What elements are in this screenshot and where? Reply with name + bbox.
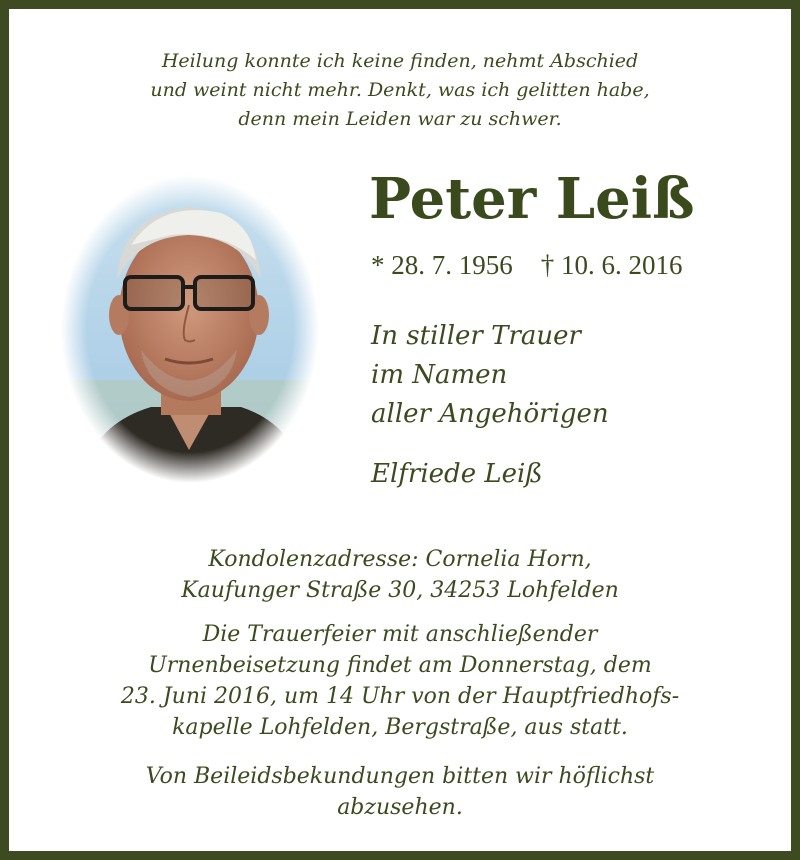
verse-line: und weint nicht mehr. Denkt, was ich gelitten habe, — [150, 79, 650, 101]
mourning-line: aller Angehörigen — [371, 399, 609, 429]
death-date: † 10. 6. 2016 — [540, 250, 683, 280]
ceremony-line: Die Trauerfeier mit anschließender — [202, 622, 598, 647]
ceremony-line: 23. Juni 2016, um 14 Uhr von der Hauptfriedhofs- — [120, 684, 680, 709]
condolence-line: Kaufunger Straße 30, 34253 Lohfelden — [181, 578, 619, 603]
signer-name: Elfriede Leiß — [371, 459, 543, 489]
mourning-line: im Namen — [371, 360, 508, 390]
birth-date: * 28. 7. 1956 — [371, 250, 513, 280]
mourning-line: In stiller Trauer — [371, 321, 581, 351]
condolence-address — [9, 544, 791, 606]
life-dates — [371, 249, 683, 281]
request-line: abzusehen. — [337, 795, 463, 820]
request-line: Von Beileidsbekundungen bitten wir höflichst — [145, 764, 655, 789]
mourning-statement — [371, 317, 609, 434]
condolence-line: Kondolenzadresse: Cornelia Horn, — [208, 547, 592, 572]
ceremony-line: Urnenbeisetzung findet am Donnerstag, dem — [148, 653, 652, 678]
verse-line: denn mein Leiden war zu schwer. — [238, 108, 562, 130]
ceremony-notice — [9, 619, 791, 743]
condolence-request — [9, 761, 791, 823]
portrait-photo — [61, 175, 319, 483]
ceremony-line: kapelle Lohfelden, Bergstraße, aus statt. — [172, 715, 628, 740]
memorial-verse — [9, 47, 791, 134]
verse-line: Heilung konnte ich keine finden, nehmt Abschied — [161, 50, 639, 72]
deceased-name: Peter Leiß — [369, 166, 695, 232]
